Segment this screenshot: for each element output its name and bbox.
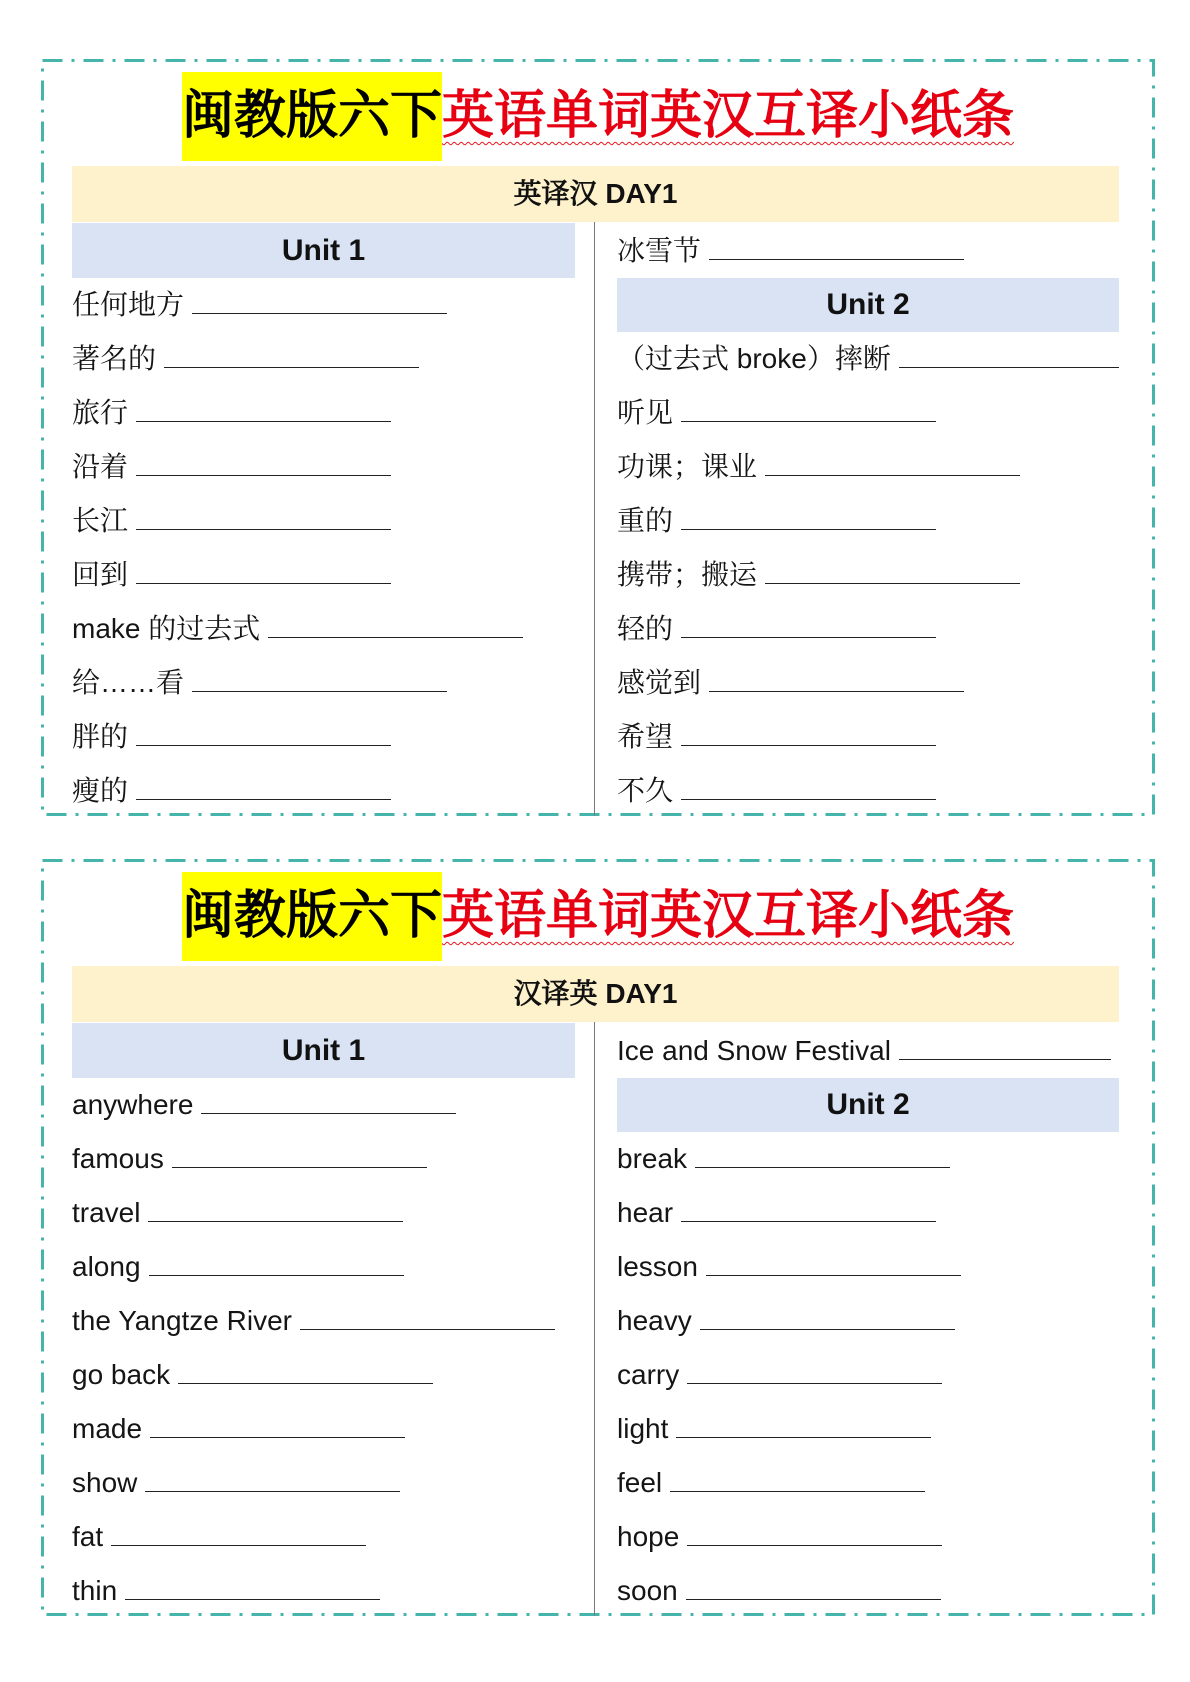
answer-blank-line xyxy=(136,779,391,800)
vocab-prompt: 功课；课业 xyxy=(617,451,758,482)
vocab-row xyxy=(72,440,575,494)
vocab-prompt: hear xyxy=(617,1197,674,1228)
vocab-row xyxy=(72,1510,575,1564)
vocab-prompt: 沿着 xyxy=(72,451,129,482)
title-highlighted-part: 闽教版六下 xyxy=(182,872,442,961)
vocab-prompt: 任何地方 xyxy=(72,289,185,320)
right-column xyxy=(617,223,1119,818)
vocab-prompt: 轻的 xyxy=(617,613,674,644)
vocab-row xyxy=(72,1348,575,1402)
vocab-row xyxy=(72,494,575,548)
answer-blank-line xyxy=(709,671,964,692)
answer-blank-line xyxy=(150,1417,405,1438)
vocab-row xyxy=(617,386,1119,440)
answer-blank-line xyxy=(172,1147,427,1168)
vocab-row xyxy=(617,1240,1119,1294)
vocab-row xyxy=(617,1023,1119,1078)
answer-blank-line xyxy=(700,1309,955,1330)
answer-blank-line xyxy=(268,617,523,638)
vocab-row xyxy=(617,1564,1119,1618)
unit-header: Unit 1 xyxy=(72,223,575,278)
vocab-prompt: carry xyxy=(617,1359,680,1390)
vocab-row xyxy=(72,1456,575,1510)
vocab-prompt: （过去式 broke）摔断 xyxy=(617,343,891,374)
vocab-row xyxy=(72,332,575,386)
vocab-prompt: make 的过去式 xyxy=(72,613,261,644)
vocab-row xyxy=(72,1186,575,1240)
vocab-prompt: soon xyxy=(617,1575,678,1606)
answer-blank-line xyxy=(192,671,447,692)
vocab-prompt: 长江 xyxy=(72,505,129,536)
section-band-title: 汉译英 DAY1 xyxy=(72,966,1119,1022)
vocab-prompt: 回到 xyxy=(72,559,129,590)
vocab-row xyxy=(617,1132,1119,1186)
title-highlighted-part: 闽教版六下 xyxy=(182,72,442,161)
vocab-row xyxy=(617,494,1119,548)
answer-blank-line xyxy=(136,401,391,422)
answer-blank-line xyxy=(681,509,936,530)
answer-blank-line xyxy=(178,1363,433,1384)
answer-blank-line xyxy=(681,401,936,422)
vocab-row xyxy=(617,1348,1119,1402)
answer-blank-line xyxy=(765,455,1020,476)
vocab-row xyxy=(72,1294,575,1348)
unit-header: Unit 2 xyxy=(617,278,1119,332)
vocab-card-zh-to-en xyxy=(41,859,1155,1616)
answer-blank-line xyxy=(164,347,419,368)
vocab-prompt: heavy xyxy=(617,1305,692,1336)
vocab-prompt: along xyxy=(72,1251,141,1282)
column-divider xyxy=(594,1022,595,1616)
vocab-prompt: fat xyxy=(72,1521,104,1552)
vocab-prompt: hope xyxy=(617,1521,680,1552)
answer-blank-line xyxy=(111,1525,366,1546)
vocab-row xyxy=(617,332,1119,386)
right-column xyxy=(617,1023,1119,1618)
vocab-row xyxy=(617,1186,1119,1240)
vocab-prompt: 给……看 xyxy=(72,667,185,698)
answer-blank-line xyxy=(706,1255,961,1276)
vocab-prompt: 感觉到 xyxy=(617,667,702,698)
vocab-prompt: 胖的 xyxy=(72,721,129,752)
vocab-prompt: feel xyxy=(617,1467,663,1498)
vocab-prompt: Ice and Snow Festival xyxy=(617,1035,891,1066)
vocab-prompt: break xyxy=(617,1143,688,1174)
vocab-row xyxy=(72,548,575,602)
vocab-prompt: anywhere xyxy=(72,1089,194,1120)
vocab-prompt: go back xyxy=(72,1359,171,1390)
vocab-prompt: 瘦的 xyxy=(72,775,129,806)
vocab-row xyxy=(72,1078,575,1132)
vocab-row xyxy=(72,278,575,332)
answer-blank-line xyxy=(148,1201,403,1222)
vocab-prompt: thin xyxy=(72,1575,118,1606)
answer-blank-line xyxy=(681,617,936,638)
vocab-row xyxy=(617,710,1119,764)
answer-blank-line xyxy=(125,1579,380,1600)
vocab-row xyxy=(72,656,575,710)
answer-blank-line xyxy=(687,1525,942,1546)
vocab-row xyxy=(617,1402,1119,1456)
unit-header: Unit 2 xyxy=(617,1078,1119,1132)
answer-blank-line xyxy=(899,347,1119,368)
vocab-row xyxy=(617,548,1119,602)
vocab-prompt: made xyxy=(72,1413,143,1444)
unit-header: Unit 1 xyxy=(72,1023,575,1078)
answer-blank-line xyxy=(695,1147,950,1168)
vocab-prompt: light xyxy=(617,1413,669,1444)
answer-blank-line xyxy=(681,779,936,800)
vocab-prompt: 冰雪节 xyxy=(617,235,702,266)
answer-blank-line xyxy=(681,1201,936,1222)
answer-blank-line xyxy=(192,293,447,314)
answer-blank-line xyxy=(149,1255,404,1276)
answer-blank-line xyxy=(676,1417,931,1438)
title-red-part: 英语单词英汉互译小纸条 xyxy=(442,87,1015,145)
vocab-row xyxy=(617,1456,1119,1510)
vocab-prompt: 希望 xyxy=(617,721,674,752)
answer-blank-line xyxy=(300,1309,555,1330)
answer-blank-line xyxy=(670,1471,925,1492)
answer-blank-line xyxy=(136,509,391,530)
title-red-part: 英语单词英汉互译小纸条 xyxy=(442,887,1015,945)
vocab-row xyxy=(617,1294,1119,1348)
vocab-row xyxy=(72,710,575,764)
vocab-prompt: 听见 xyxy=(617,397,674,428)
section-band-title: 英译汉 DAY1 xyxy=(72,166,1119,222)
vocab-prompt: 不久 xyxy=(617,775,674,806)
left-column xyxy=(72,223,575,818)
vocab-prompt: travel xyxy=(72,1197,141,1228)
column-divider xyxy=(594,222,595,816)
card-title xyxy=(41,72,1155,161)
vocab-row xyxy=(617,602,1119,656)
answer-blank-line xyxy=(687,1363,942,1384)
vocab-row xyxy=(617,223,1119,278)
answer-blank-line xyxy=(681,725,936,746)
vocab-prompt: show xyxy=(72,1467,138,1498)
answer-blank-line xyxy=(136,725,391,746)
vocab-row xyxy=(617,656,1119,710)
card-title xyxy=(41,872,1155,961)
vocab-row xyxy=(72,1132,575,1186)
vocab-row xyxy=(72,1240,575,1294)
vocab-prompt: 著名的 xyxy=(72,343,157,374)
vocab-prompt: lesson xyxy=(617,1251,698,1282)
vocab-row xyxy=(72,1564,575,1618)
vocab-row xyxy=(72,764,575,818)
vocab-prompt: the Yangtze River xyxy=(72,1305,292,1336)
vocab-prompt: 旅行 xyxy=(72,397,129,428)
answer-blank-line xyxy=(899,1039,1111,1060)
vocab-row xyxy=(72,1402,575,1456)
answer-blank-line xyxy=(765,563,1020,584)
answer-blank-line xyxy=(686,1579,941,1600)
vocab-card-en-to-zh xyxy=(41,59,1155,816)
left-column xyxy=(72,1023,575,1618)
vocab-prompt: 重的 xyxy=(617,505,674,536)
answer-blank-line xyxy=(136,563,391,584)
vocab-row xyxy=(617,764,1119,818)
answer-blank-line xyxy=(709,239,964,260)
vocab-row xyxy=(617,1510,1119,1564)
answer-blank-line xyxy=(201,1093,456,1114)
vocab-row xyxy=(72,602,575,656)
answer-blank-line xyxy=(145,1471,400,1492)
vocab-prompt: 携带；搬运 xyxy=(617,559,758,590)
vocab-prompt: famous xyxy=(72,1143,164,1174)
vocab-row xyxy=(72,386,575,440)
answer-blank-line xyxy=(136,455,391,476)
vocab-row xyxy=(617,440,1119,494)
